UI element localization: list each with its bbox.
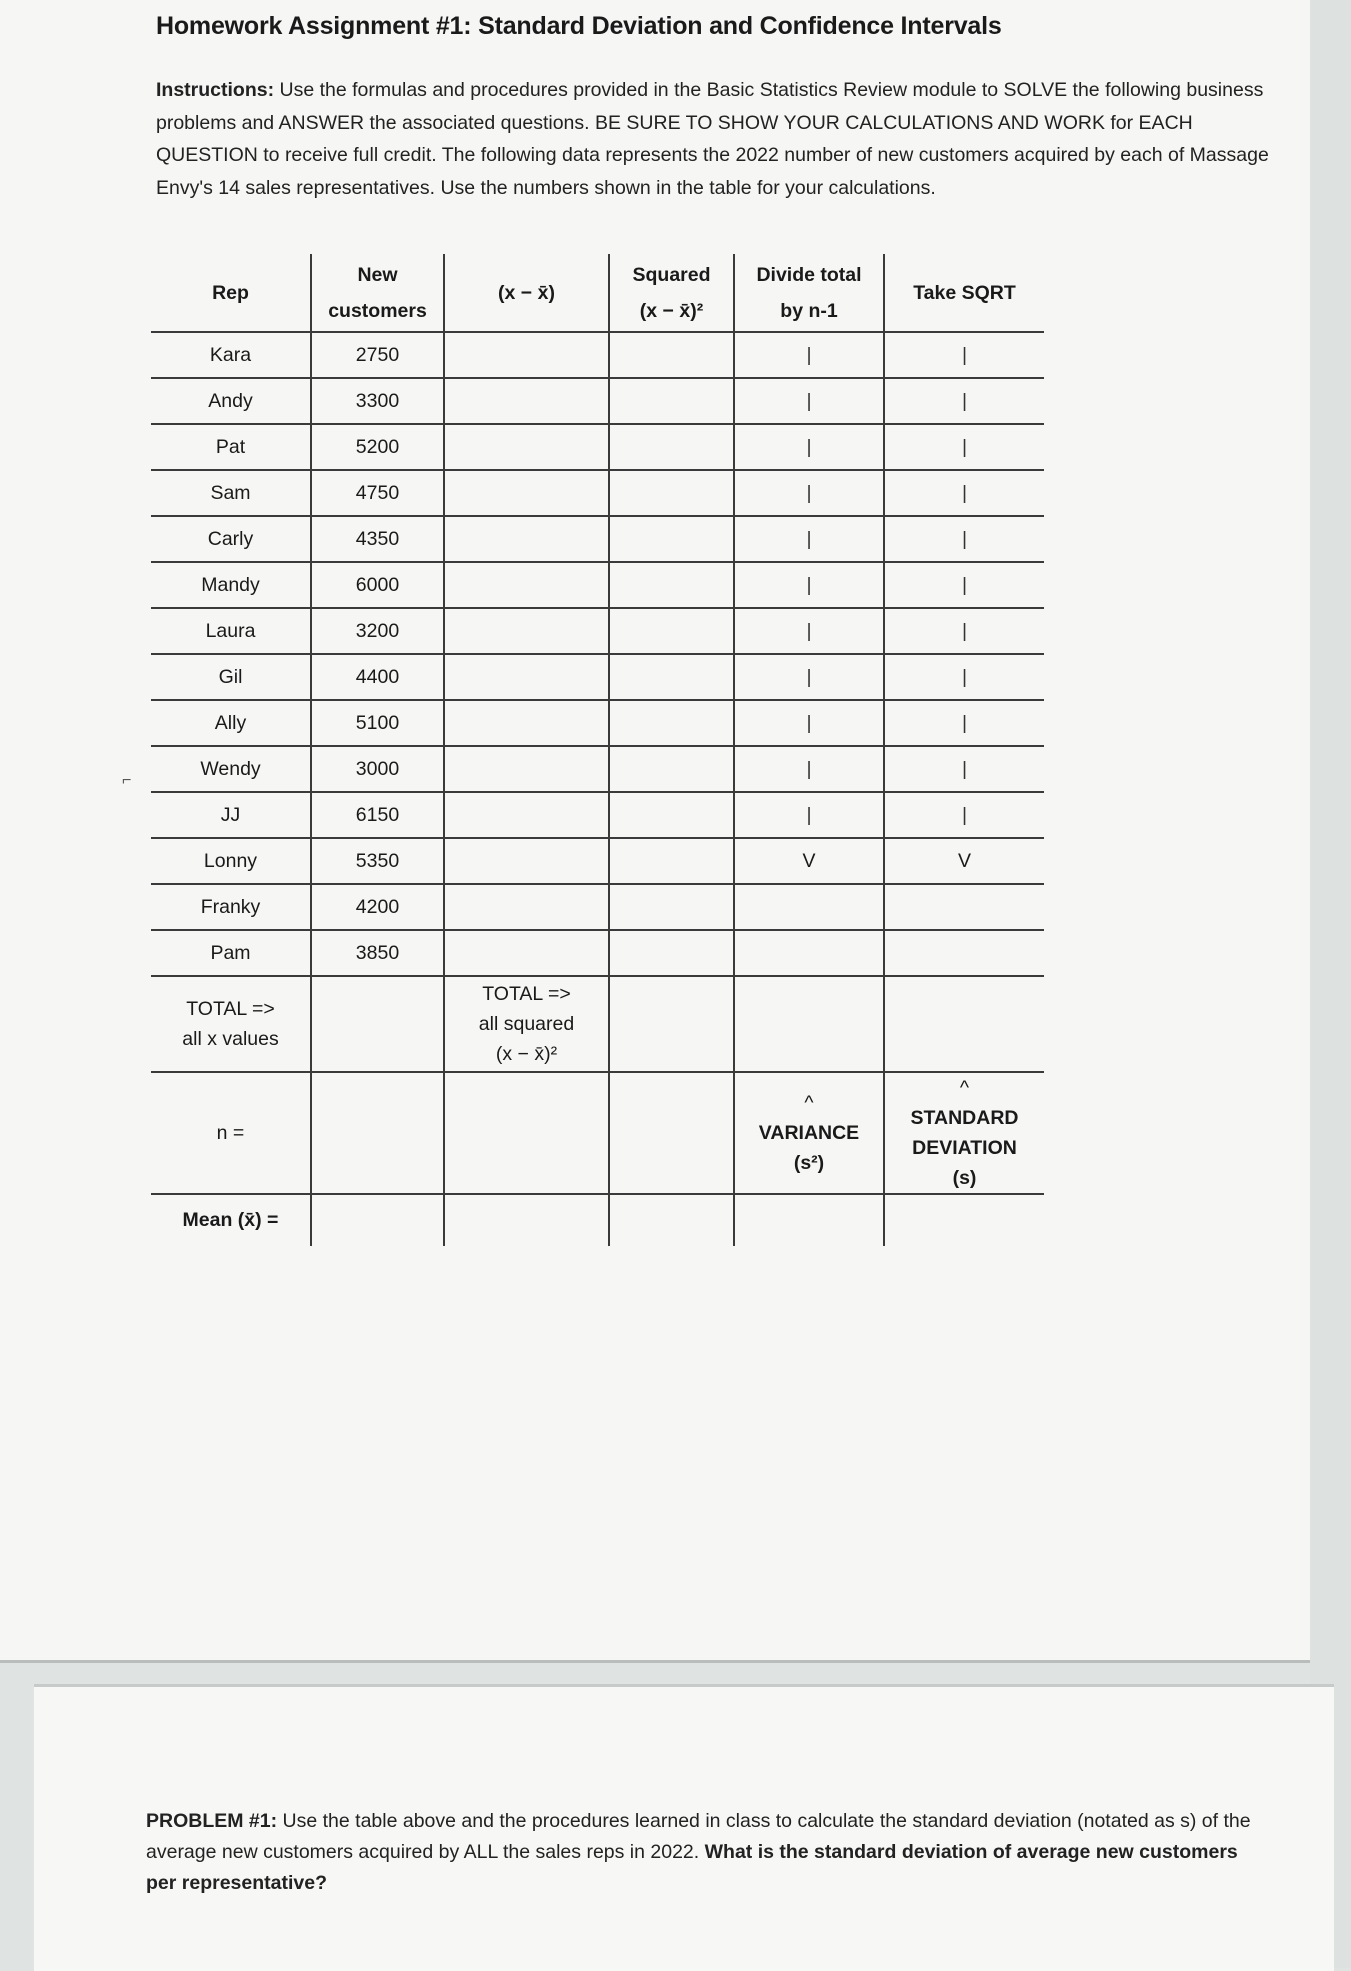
total-x-label: TOTAL => all x values [151,976,311,1072]
stray-mark: ⌐ [122,772,132,789]
divide-cell [734,378,884,424]
down-tick: | [806,757,812,780]
down-tick: | [806,389,812,412]
new-customers-value: 4400 [311,654,444,700]
rep-name: Kara [151,332,311,378]
background-edge [1310,0,1351,1968]
n-cell[interactable] [311,1072,444,1194]
divide-cell [734,700,884,746]
new-customers-value: 3300 [311,378,444,424]
divide-cell [734,746,884,792]
divide-cell [734,792,884,838]
sqrt-cell [884,470,1044,516]
new-customers-value: 4200 [311,884,444,930]
sqrt-cell [884,792,1044,838]
calculation-table [151,254,1044,1246]
instructions-paragraph [156,74,1276,204]
table-row [151,424,1044,470]
table-row [151,884,1044,930]
sqrt-cell [884,930,1044,976]
new-customers-value: 5200 [311,424,444,470]
down-tick: | [961,711,968,734]
divide-cell [734,332,884,378]
header-new-customers: New customers [311,254,444,332]
down-tick: | [806,435,812,458]
sqrt-cell [884,746,1044,792]
deviation-cell[interactable] [444,378,609,424]
squared-cell[interactable] [609,378,734,424]
new-customers-value: 4350 [311,516,444,562]
down-tick: | [961,389,968,412]
down-tick: | [961,527,968,550]
new-customers-value: 5100 [311,700,444,746]
total-row [151,976,1044,1072]
deviation-cell[interactable] [444,470,609,516]
divide-cell [734,470,884,516]
problem-label: PROBLEM #1: [146,1810,278,1832]
new-customers-value: 3000 [311,746,444,792]
squared-cell[interactable] [609,654,734,700]
rep-name: Sam [151,470,311,516]
rep-name: Lonny [151,838,311,884]
squared-cell[interactable] [609,332,734,378]
rep-name: Laura [151,608,311,654]
variance-input-cell[interactable] [734,976,884,1072]
blank-cell [884,1194,1044,1246]
sqrt-cell [884,332,1044,378]
mean-cell[interactable] [311,1194,444,1246]
divide-cell [734,424,884,470]
divide-cell [734,884,884,930]
down-tick: | [806,619,812,642]
rep-name: Ally [151,700,311,746]
squared-cell[interactable] [609,792,734,838]
down-tick: | [961,803,968,826]
arrow-up-icon: ^ [959,1077,970,1099]
deviation-cell[interactable] [444,332,609,378]
squared-cell[interactable] [609,838,734,884]
squared-cell[interactable] [609,930,734,976]
rep-name: Franky [151,884,311,930]
table-row [151,930,1044,976]
down-tick: | [806,343,812,366]
rep-name: JJ [151,792,311,838]
down-tick: | [961,481,968,504]
instructions-text: Use the formulas and procedures provided in the Basic Statistics Review module to SOLVE the following business problems and ANSWER the associated questions. BE SURE TO SHOW YOUR CALCULATIONS AND WORK for EACH QUESTION to receive full credit. The following data represents the 2022 number of new customers acquired by each of Massage Envy's 14 sales representatives. Use the numbers shown in the table for your calculations. [156,79,1269,199]
table-row [151,838,1044,884]
problem-text: Use the table above and the procedures learned in class to calculate the standard deviation (notated as s) of the average new customers acquired by ALL the sales reps in 2022. [146,1810,1251,1863]
squared-cell[interactable] [609,608,734,654]
table-row [151,654,1044,700]
new-customers-value: 6150 [311,792,444,838]
table-row [151,792,1044,838]
header-row [151,254,1044,332]
new-customers-value: 2750 [311,332,444,378]
deviation-cell[interactable] [444,746,609,792]
instructions-label: Instructions: [156,79,275,101]
total-squared-label: TOTAL => all squared (x − x̄)² [444,976,609,1072]
deviation-cell[interactable] [444,930,609,976]
page-title: Homework Assignment #1: Standard Deviation and Confidence Intervals [156,12,1002,40]
mean-label: Mean (x̄) = [182,1209,279,1231]
divide-cell [734,516,884,562]
new-customers-value: 3200 [311,608,444,654]
sqrt-cell [884,516,1044,562]
table-row [151,378,1044,424]
deviation-cell[interactable] [444,424,609,470]
deviation-cell[interactable] [444,516,609,562]
divide-cell [734,838,884,884]
new-customers-value: 3850 [311,930,444,976]
down-tick: | [961,343,968,366]
header-divide: Divide total by n-1 [734,254,884,332]
table-row [151,332,1044,378]
rep-name: Andy [151,378,311,424]
blank-cell [609,1194,734,1246]
deviation-cell[interactable] [444,562,609,608]
rep-name: Pat [151,424,311,470]
down-tick: | [806,711,812,734]
down-tick: | [961,757,968,780]
divide-cell [734,562,884,608]
squared-cell[interactable] [609,746,734,792]
sqrt-cell [884,562,1044,608]
header-rep: Rep [151,254,311,332]
sqrt-cell [884,654,1044,700]
squared-cell[interactable] [609,424,734,470]
deviation-cell[interactable] [444,838,609,884]
divide-cell [734,930,884,976]
rep-name: Carly [151,516,311,562]
sqrt-cell [884,608,1044,654]
problem-1 [146,1806,1256,1899]
squared-cell[interactable] [609,470,734,516]
stddev-label: ^ STANDARD DEVIATION (s) [884,1072,1044,1194]
table-row [151,562,1044,608]
header-squared: Squared (x − x̄)² [609,254,734,332]
down-tick: | [806,665,812,688]
down-tick: | [961,435,968,458]
down-tick: | [806,573,812,596]
deviation-cell[interactable] [444,608,609,654]
arrow-up-icon: ^ [804,1092,814,1114]
deviation-cell[interactable] [444,792,609,838]
new-customers-value: 6000 [311,562,444,608]
header-sqrt: Take SQRT [884,254,1044,332]
down-tick: | [961,665,968,688]
blank-cell [444,1194,609,1246]
down-tick: | [961,619,968,642]
header-deviation: (x − x̄) [444,254,609,332]
squared-cell[interactable] [609,562,734,608]
table-row [151,746,1044,792]
rep-name: Gil [151,654,311,700]
table-row [151,516,1044,562]
new-customers-value: 5350 [311,838,444,884]
mean-row [151,1194,1044,1246]
rep-name: Mandy [151,562,311,608]
sqrt-cell [884,838,1044,884]
new-customers-value: 4750 [311,470,444,516]
blank-cell [734,1194,884,1246]
sqrt-cell [884,884,1044,930]
deviation-cell[interactable] [444,654,609,700]
divide-cell [734,654,884,700]
problem-question: What is the standard deviation of average new customers per representative? [146,1841,1238,1894]
rep-name: Pam [151,930,311,976]
blank-cell [609,1072,734,1194]
sqrt-cell [884,700,1044,746]
rep-name: Wendy [151,746,311,792]
sqrt-cell [884,424,1044,470]
down-tick: | [961,573,968,596]
variance-label: ^ VARIANCE (s²) [734,1072,884,1194]
deviation-cell[interactable] [444,884,609,930]
n-row [151,1072,1044,1194]
total-squared-cell[interactable] [609,976,734,1072]
total-x-cell[interactable] [311,976,444,1072]
table-row [151,700,1044,746]
blank-cell [444,1072,609,1194]
deviation-cell[interactable] [444,700,609,746]
down-tick: | [806,481,812,504]
table-row [151,470,1044,516]
squared-cell[interactable] [609,700,734,746]
squared-cell[interactable] [609,516,734,562]
divide-cell [734,608,884,654]
arrow-down-icon: V [802,849,816,872]
down-tick: | [806,803,812,826]
table-row [151,608,1044,654]
squared-cell[interactable] [609,884,734,930]
n-label: n = [151,1072,311,1194]
sqrt-cell [884,378,1044,424]
stddev-input-cell[interactable] [884,976,1044,1072]
arrow-down-icon: V [957,849,971,872]
down-tick: | [806,527,812,550]
